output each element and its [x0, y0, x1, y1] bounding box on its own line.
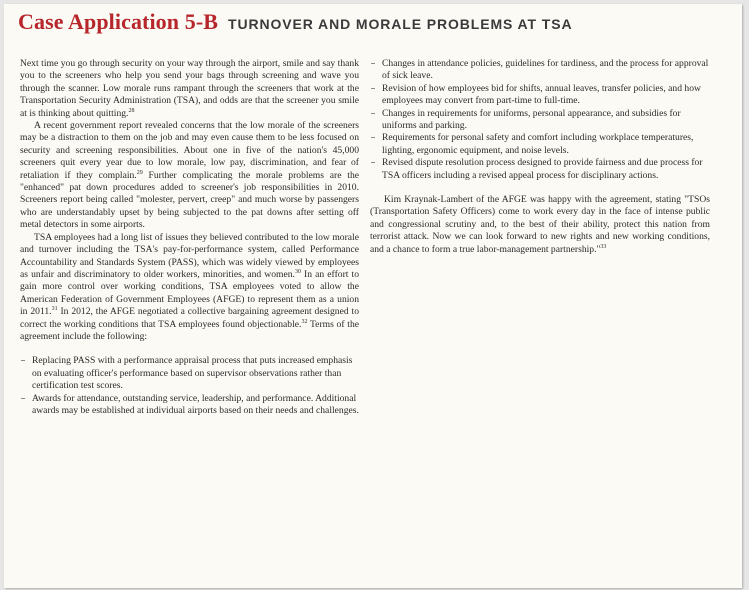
agreement-terms-list	[20, 355, 359, 417]
list-item: Requirements for personal safety and comfort including workplace temperatures, lighting, ergonomic equipment, and noise levels.	[370, 132, 710, 157]
list-item: Revision of how employees bid for shifts, annual leaves, transfer policies, and how employees may convert from part-time to full-time.	[370, 83, 710, 108]
left-column	[20, 58, 359, 417]
list-item: Changes in requirements for uniforms, personal appearance, and subsidies for uniforms and parking.	[370, 108, 710, 133]
endnote-ref: 33	[600, 243, 607, 250]
case-heading	[18, 9, 572, 35]
list-item: Replacing PASS with a performance appraisal process that puts increased emphasis on evaluating officer's performance based on supervisor observations rather than certification test scores.	[20, 355, 359, 392]
endnote-ref: 31	[51, 305, 58, 312]
list-item: Awards for attendance, outstanding service, leadership, and performance. Additional awards may be established at individual airports based on their needs and challenges.	[20, 393, 359, 418]
endnote-ref: 30	[294, 268, 301, 275]
textbook-page	[4, 4, 742, 588]
endnote-ref: 29	[136, 169, 143, 176]
report-paragraph: A recent government report revealed concerns that the low morale of the screeners may be a distraction to them on the job and may even cause them to be less focused on security and screening responsibilities. About one in five of the nation's 45,000 screeners quit every year due to low morale, low pay, discrimination, and fear of retaliation if they complain.$^{29}$ Further complicating the morale problems are the "enhanced" pat down procedures added to screener's job responsibilities in 2010. Screeners report being called "molester, pervert, creep" and much worse by passengers who are understandably upset by being subjected to the pat downs after setting off metal detectors in some airports.	[20, 120, 359, 231]
case-label: Case Application 5-B	[18, 9, 219, 34]
list-item: Changes in attendance policies, guidelines for tardiness, and the process for approval of sick leave.	[370, 58, 710, 83]
right-column	[370, 58, 710, 256]
endnote-ref: 28	[128, 107, 135, 114]
case-subtitle: TURNOVER AND MORALE PROBLEMS AT TSA	[228, 16, 573, 32]
closing-paragraph: Kim Kraynak-Lambert of the AFGE was happy with the agreement, stating "TSOs (Transportation Safety Officers) come to work every day in the face of intense public and congressional scrutiny and, to the best of their ability, protect this nation from terrorist attack. Now we can look forward to new rights and new working conditions, and a chance to form a true labor-management partnership."$^{33}$	[370, 194, 710, 255]
endnote-ref: 32	[301, 318, 308, 325]
agreement-terms-list-continued	[370, 58, 710, 182]
issues-paragraph: TSA employees had a long list of issues they believed contributed to the low morale and turnover including the TSA's pay-for-performance system, called Performance Accountability and Standards System (PASS), which was widely viewed by employees as unfair and discriminatory to older workers, minorities, and women.$^{30}$ In an effort to gain more control over working conditions, TSA employees voted to allow the American Federation of Government Employees (AFGE) to represent them as a union in 2011.31 In 2012, the AFGE negotiated a collective bargaining agreement designed to correct the working conditions that TSA employees found objectionable.$^{32}$ Terms of the agreement include the following:	[20, 231, 360, 342]
list-item: Revised dispute resolution process designed to provide fairness and due process for TSA officers including a revised appeal process for disciplinary actions.	[370, 157, 710, 182]
intro-paragraph: Next time you go through security on your way through the airport, smile and say thank you to the screeners who help you send your bags through screening and wave you through the scanner. Low morale runs rampant through the screeners that work at the Transportation Security Administration (TSA), and odds are that the screener you smile at is thinking about quitting.$^{28}$	[20, 58, 359, 119]
